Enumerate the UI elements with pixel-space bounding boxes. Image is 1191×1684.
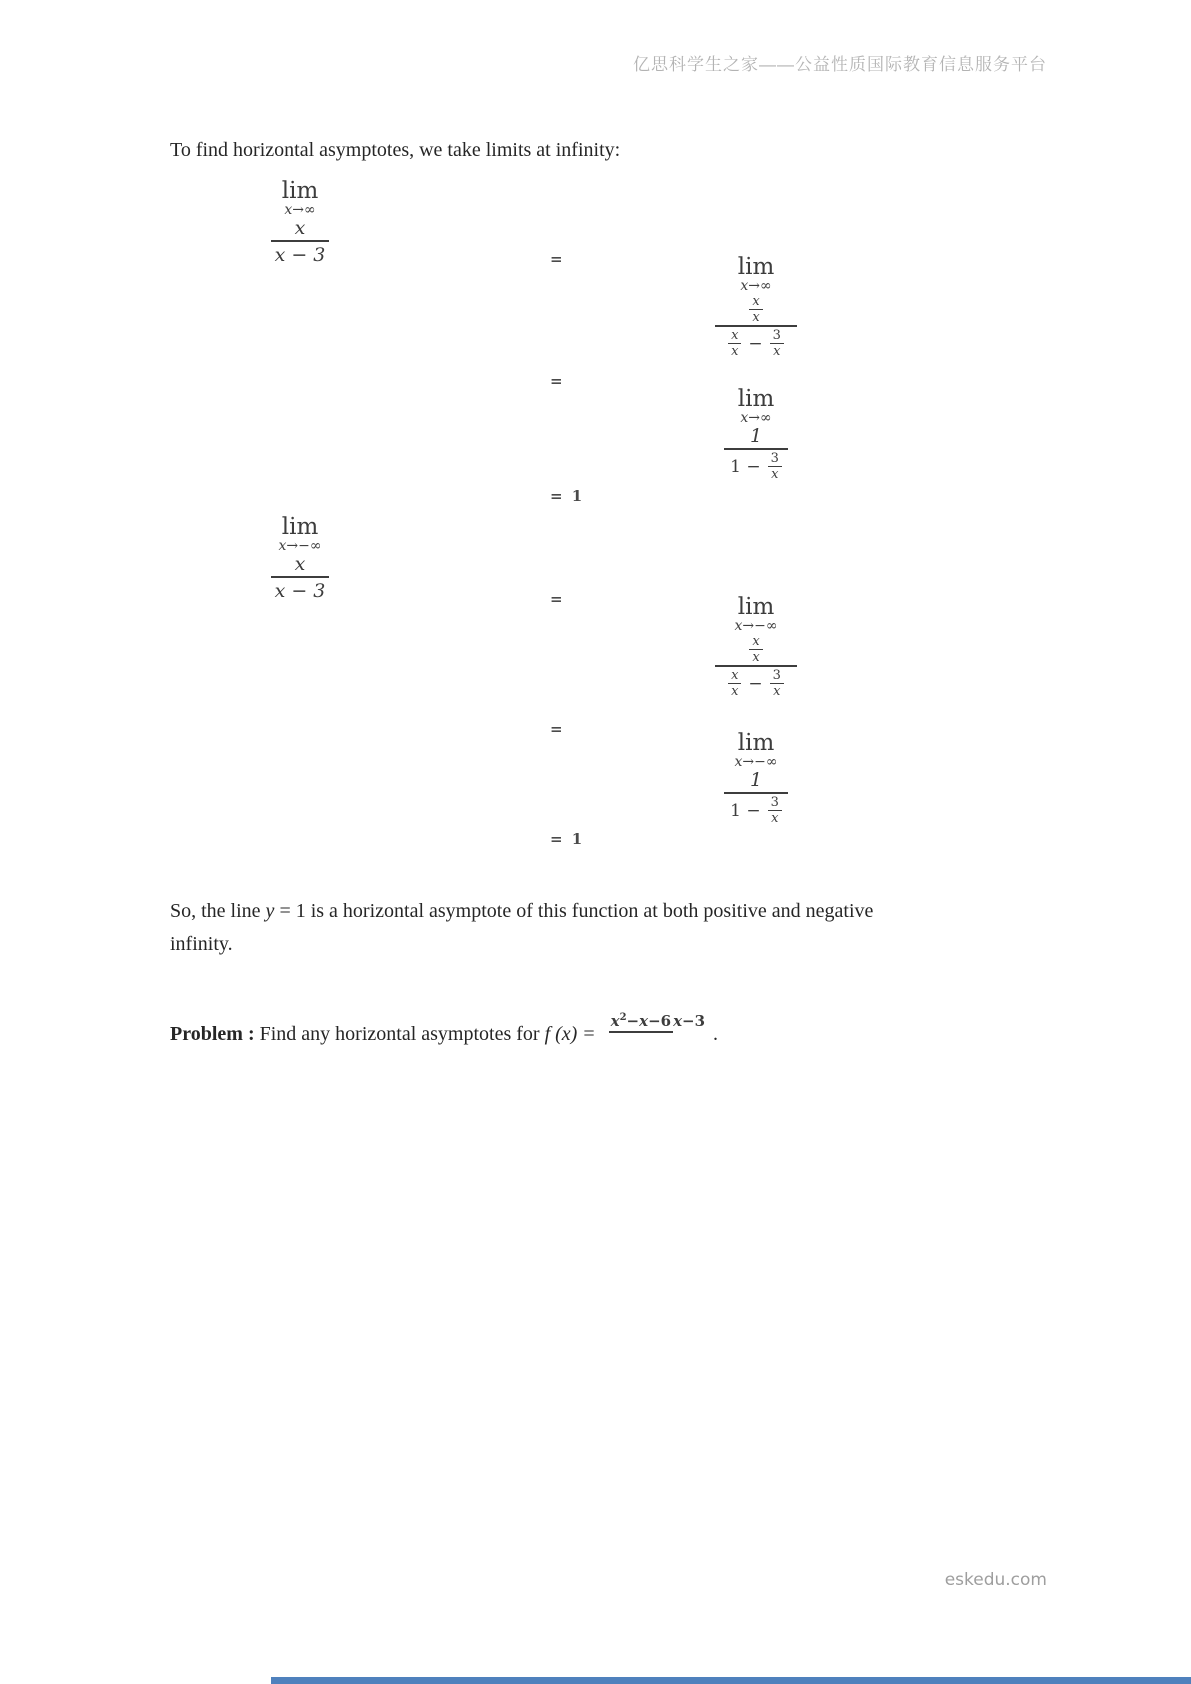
lim-operator: lim xyxy=(737,730,775,756)
mini-fraction xyxy=(749,635,762,664)
header-platform-text: 亿思科学生之家——公益性质国际教育信息服务平台 xyxy=(633,55,1047,74)
mini-fraction xyxy=(770,329,784,358)
fraction-numerator: x xyxy=(294,553,306,575)
fraction-denominator xyxy=(700,669,812,698)
function-notation: f (x) xyxy=(544,1023,578,1045)
lim-operator: lim xyxy=(737,386,775,412)
limit-expression-6 xyxy=(700,732,812,825)
num-x2: x xyxy=(639,1012,649,1030)
fraction-numerator xyxy=(700,635,812,664)
conclusion-text-pre: So, the line xyxy=(170,900,266,922)
limit-subscript: x→−∞ xyxy=(734,618,778,634)
fraction-bar xyxy=(271,576,329,578)
limit-subscript: x→∞ xyxy=(740,278,772,294)
fraction-denominator: x − 3 xyxy=(274,244,326,266)
mini-num: 3 xyxy=(768,452,782,467)
one-minus: 1 − xyxy=(730,456,761,477)
den-tail: −3 xyxy=(682,1012,706,1030)
mini-num: 3 xyxy=(768,796,782,811)
mini-num: x xyxy=(749,635,762,650)
limit-subscript: x→−∞ xyxy=(734,754,778,770)
problem-text: Find any horizontal asymptotes for xyxy=(254,1023,545,1045)
equals-one-2: = 1 xyxy=(550,830,585,848)
fraction-bar xyxy=(724,448,788,450)
mini-num: 3 xyxy=(770,329,784,344)
mini-num: x xyxy=(728,329,741,344)
fraction-bar xyxy=(715,325,797,327)
mini-num: x xyxy=(749,295,762,310)
equals-sign-4: = xyxy=(550,720,565,738)
intro-paragraph: To find horizontal asymptotes, we take limits at infinity: xyxy=(170,139,621,161)
mini-den: x xyxy=(771,811,779,826)
fraction-denominator xyxy=(700,329,812,358)
variable-y: y xyxy=(265,900,275,922)
fraction-denominator xyxy=(700,796,812,825)
minus-sign: − xyxy=(748,673,763,694)
footer-site-text: eskedu.com xyxy=(944,1570,1047,1590)
fraction-numerator: x xyxy=(294,217,306,239)
lim-operator: lim xyxy=(281,514,319,540)
conclusion-text-post: = 1 is a horizontal asymptote of this function at both positive and negative infinity. xyxy=(170,900,874,955)
conclusion-paragraph xyxy=(170,895,940,961)
mini-num: 3 xyxy=(770,669,784,684)
mini-fraction xyxy=(770,669,784,698)
mini-den: x xyxy=(771,467,779,482)
mini-den: x xyxy=(731,344,739,359)
mini-fraction xyxy=(728,669,741,698)
mini-den: x xyxy=(752,310,760,325)
lim-operator: lim xyxy=(737,594,775,620)
fraction-numerator xyxy=(700,295,812,324)
fraction-denominator: x − 3 xyxy=(274,580,326,602)
sentence-period: . xyxy=(713,1023,719,1045)
num-tail: −6 xyxy=(648,1012,672,1030)
den-x: x xyxy=(673,1012,683,1030)
lim-operator: lim xyxy=(737,254,775,280)
num-minus: − xyxy=(626,1012,640,1030)
problem-paragraph xyxy=(170,1008,1120,1061)
equals-sign-1: = xyxy=(550,250,565,268)
problem-fraction-denominator xyxy=(673,1011,705,1030)
minus-sign: − xyxy=(748,333,763,354)
lim-operator: lim xyxy=(281,178,319,204)
limit-expression-4 xyxy=(250,516,350,602)
limit-subscript: x→−∞ xyxy=(278,538,322,554)
equals-sign: = xyxy=(583,1023,595,1045)
mini-fraction xyxy=(728,329,741,358)
fraction-numerator: 1 xyxy=(749,769,763,791)
mini-fraction xyxy=(768,796,782,825)
problem-fraction xyxy=(609,995,705,1047)
num-exponent: 2 xyxy=(619,1012,627,1023)
one-minus: 1 − xyxy=(730,800,761,821)
num-x: x xyxy=(610,1012,620,1030)
problem-label: Problem : xyxy=(170,1023,255,1045)
equals-sign-3: = xyxy=(550,590,565,608)
mini-den: x xyxy=(731,684,739,699)
fraction-bar xyxy=(715,665,797,667)
bottom-accent-bar xyxy=(271,1677,1191,1684)
limit-subscript: x→∞ xyxy=(284,202,316,218)
mini-fraction xyxy=(768,452,782,481)
limit-subscript: x→∞ xyxy=(740,410,772,426)
limit-expression-5 xyxy=(700,596,812,698)
mini-den: x xyxy=(752,650,760,665)
problem-fraction-numerator xyxy=(609,1012,673,1033)
equals-sign-2: = xyxy=(550,372,565,390)
fraction-denominator xyxy=(700,452,812,481)
mini-num: x xyxy=(728,669,741,684)
mini-den: x xyxy=(773,684,781,699)
fraction-numerator: 1 xyxy=(749,425,763,447)
limit-expression-2 xyxy=(700,256,812,358)
mini-fraction xyxy=(749,295,762,324)
fraction-bar xyxy=(724,792,788,794)
limit-expression-3 xyxy=(700,388,812,481)
mini-den: x xyxy=(773,344,781,359)
limit-expression-1 xyxy=(250,180,350,266)
equals-one-1: = 1 xyxy=(550,487,585,505)
fraction-bar xyxy=(271,240,329,242)
